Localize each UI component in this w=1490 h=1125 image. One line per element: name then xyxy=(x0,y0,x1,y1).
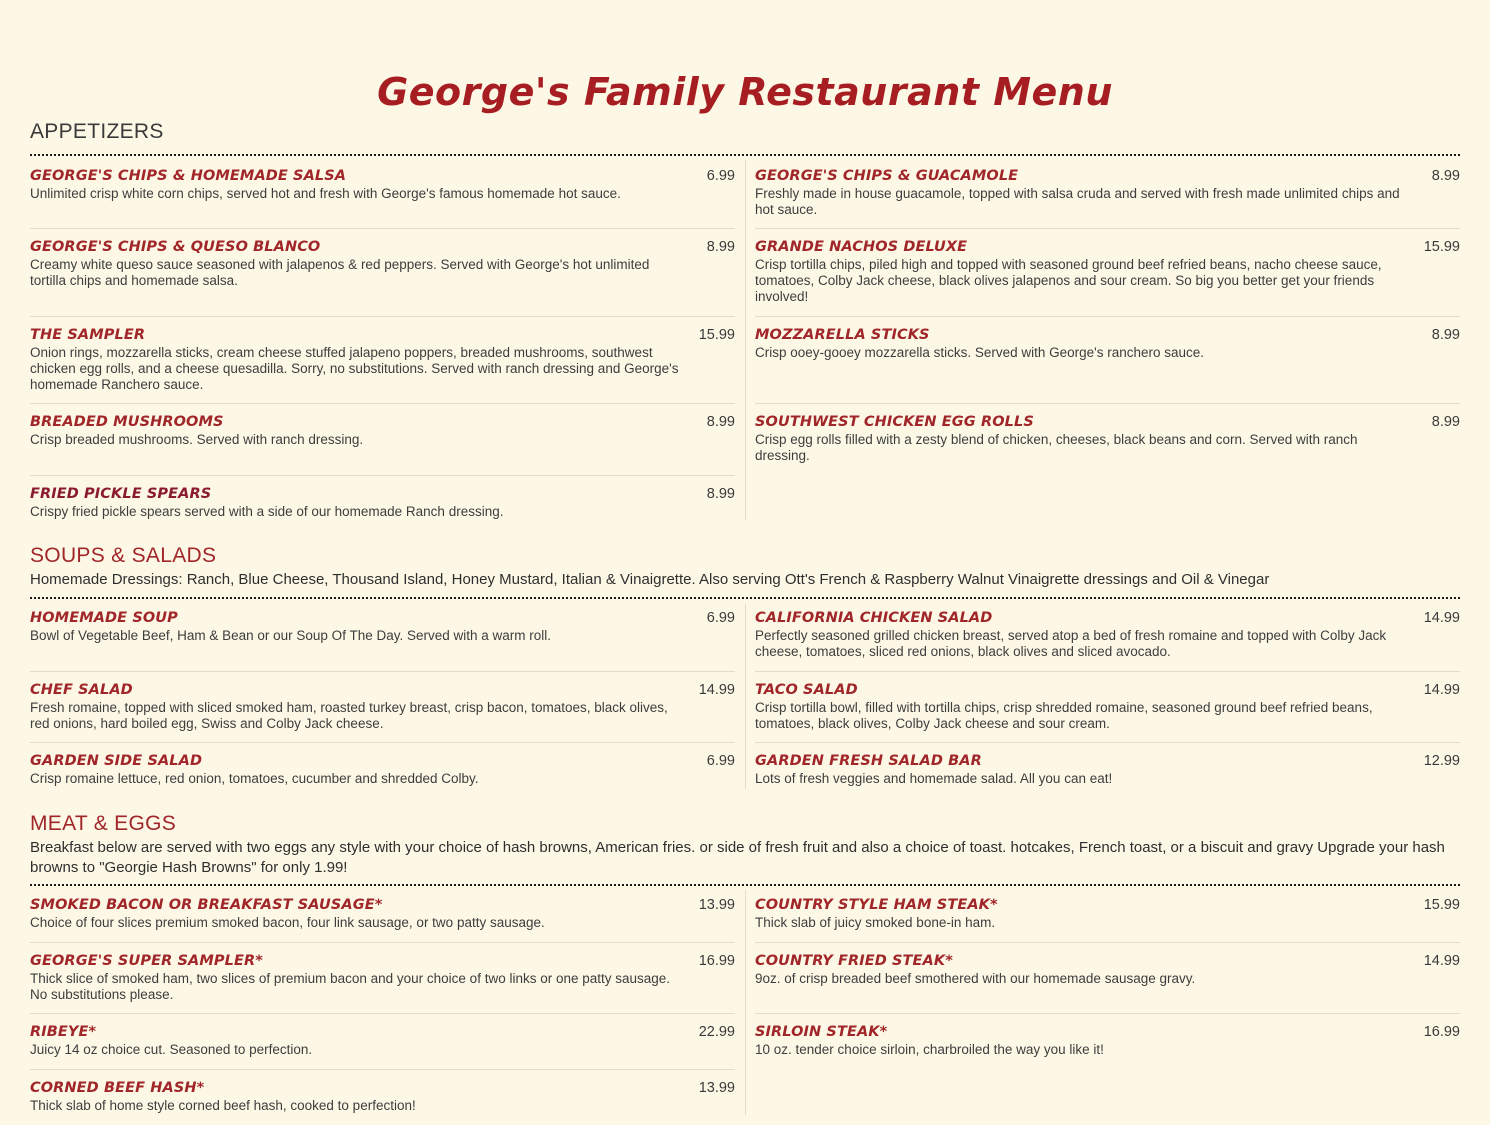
item-price: 12.99 xyxy=(1423,753,1460,769)
item-name: GARDEN FRESH SALAD BAR xyxy=(755,753,982,769)
item-description: Crispy fried pickle spears served with a side of our homemade Ranch dressing. xyxy=(30,504,504,519)
section-title-meat-eggs: MEAT & EGGS xyxy=(30,812,177,835)
item-divider xyxy=(30,228,735,229)
item-description: Choice of four slices premium smoked bacon, four link sausage, or two patty sausage. xyxy=(30,915,545,930)
item-description: Thick slab of home style corned beef hash, cooked to perfection! xyxy=(30,1098,416,1113)
item-name: CORNED BEEF HASH* xyxy=(30,1080,205,1096)
item-divider xyxy=(30,742,735,743)
section-divider xyxy=(30,154,1460,156)
item-description: Unlimited crisp white corn chips, served hot and fresh with George's famous homemade hot sauce. xyxy=(30,186,621,201)
item-name: RIBEYE* xyxy=(30,1024,97,1040)
item-price: 13.99 xyxy=(698,897,735,913)
item-description: 9oz. of crisp breaded beef smothered with our homemade sausage gravy. xyxy=(755,971,1196,986)
page-title: George's Family Restaurant Menu xyxy=(377,70,1113,114)
item-name: GEORGE'S SUPER SAMPLER* xyxy=(30,953,263,969)
item-description: Fresh romaine, topped with sliced smoked ham, roasted turkey breast, crisp bacon, tomatoes, black olives, red onions, hard boiled egg, Swiss and Colby Jack cheese. xyxy=(30,700,668,731)
item-divider xyxy=(30,403,735,404)
item-description: Perfectly seasoned grilled chicken breast, served atop a bed of fresh romaine and topped with Colby Jack cheese, tomatoes, sliced red onions, black olives and sliced avocado. xyxy=(755,628,1387,659)
section-divider xyxy=(30,597,1460,599)
item-description: Bowl of Vegetable Beef, Ham & Bean or our Soup Of The Day. Served with a warm roll. xyxy=(30,628,552,643)
item-name: GEORGE'S CHIPS & QUESO BLANCO xyxy=(30,239,321,255)
item-price: 14.99 xyxy=(1423,610,1460,626)
item-description: Creamy white queso sauce seasoned with jalapenos & red peppers. Served with George's hot unlimited tortilla chips and homemade salsa. xyxy=(30,257,650,288)
item-description: Crisp breaded mushrooms. Served with ranch dressing. xyxy=(30,432,364,447)
item-price: 8.99 xyxy=(1431,414,1460,430)
item-divider xyxy=(755,1013,1460,1014)
item-name: THE SAMPLER xyxy=(30,327,146,343)
item-price: 14.99 xyxy=(1423,953,1460,969)
item-divider xyxy=(755,316,1460,317)
item-name: TACO SALAD xyxy=(755,682,858,698)
item-price: 15.99 xyxy=(1423,239,1460,255)
column-divider xyxy=(745,890,746,1115)
item-description: Onion rings, mozzarella sticks, cream cheese stuffed jalapeno poppers, breaded mushrooms, southwest chicken egg rolls, and a cheese quesadilla. Sorry, no substitutions. Served with ranch dressing and George's homemade Ranchero sauce. xyxy=(30,345,679,392)
section-soups-salads xyxy=(30,544,1460,794)
item-description: Crisp tortilla chips, piled high and topped with seasoned ground beef refried beans, nacho cheese sauce, tomatoes, Colby Jack cheese, black olives jalapenos and sour cream. So big you better get your friends involved! xyxy=(755,257,1382,304)
item-name: GEORGE'S CHIPS & GUACAMOLE xyxy=(755,168,1019,184)
item-name: FRIED PICKLE SPEARS xyxy=(30,486,212,502)
section-title-appetizers: APPETIZERS xyxy=(30,120,164,143)
item-name: SMOKED BACON OR BREAKFAST SAUSAGE* xyxy=(30,897,383,913)
item-price: 6.99 xyxy=(706,168,735,184)
item-name: BREADED MUSHROOMS xyxy=(30,414,224,430)
column-divider xyxy=(745,160,746,520)
item-price: 8.99 xyxy=(1431,327,1460,343)
item-price: 8.99 xyxy=(1431,168,1460,184)
item-name: HOMEMADE SOUP xyxy=(30,610,178,626)
item-price: 8.99 xyxy=(706,414,735,430)
item-price: 13.99 xyxy=(698,1080,735,1096)
item-divider xyxy=(30,475,735,476)
item-divider xyxy=(755,742,1460,743)
item-price: 6.99 xyxy=(706,610,735,626)
item-description: Crisp ooey-gooey mozzarella sticks. Served with George's ranchero sauce. xyxy=(755,345,1205,360)
item-price: 14.99 xyxy=(1423,682,1460,698)
item-price: 16.99 xyxy=(698,953,735,969)
item-price: 6.99 xyxy=(706,753,735,769)
item-name: CALIFORNIA CHICKEN SALAD xyxy=(755,610,993,626)
item-divider xyxy=(755,228,1460,229)
item-name: CHEF SALAD xyxy=(30,682,133,698)
item-price: 15.99 xyxy=(1423,897,1460,913)
item-description: Crisp egg rolls filled with a zesty blend of chicken, cheeses, black beans and corn. Served with ranch dressing. xyxy=(755,432,1358,463)
item-divider xyxy=(755,671,1460,672)
item-divider xyxy=(30,942,735,943)
item-name: SIRLOIN STEAK* xyxy=(755,1024,888,1040)
item-divider xyxy=(30,1069,735,1070)
item-description: Crisp tortilla bowl, filled with tortilla chips, crisp shredded romaine, seasoned ground beef refried beans, tomatoes, black olives, Colby Jack cheese and sour cream. xyxy=(755,700,1373,731)
item-name: SOUTHWEST CHICKEN EGG ROLLS xyxy=(755,414,1034,430)
item-description: Freshly made in house guacamole, topped with salsa cruda and served with fresh made unlimited chips and hot sauce. xyxy=(755,186,1400,217)
item-description: Crisp romaine lettuce, red onion, tomatoes, cucumber and shredded Colby. xyxy=(30,771,479,786)
item-price: 14.99 xyxy=(698,682,735,698)
item-name: COUNTRY STYLE HAM STEAK* xyxy=(755,897,998,913)
item-price: 8.99 xyxy=(706,239,735,255)
item-description: 10 oz. tender choice sirloin, charbroiled the way you like it! xyxy=(755,1042,1104,1057)
column-divider xyxy=(745,604,746,789)
item-price: 15.99 xyxy=(698,327,735,343)
section-meat-eggs xyxy=(30,812,1460,1122)
item-price: 22.99 xyxy=(698,1024,735,1040)
section-note: Breakfast below are served with two eggs any style with your choice of hash browns, American fries. or side of fresh fruit and also a choice of toast. hotcakes, French toast, or a biscuit and gravy Upgrade your hash browns to "Georgie Hash Browns" for only 1.99! xyxy=(30,839,1445,876)
item-name: COUNTRY FRIED STEAK* xyxy=(755,953,953,969)
item-divider xyxy=(755,403,1460,404)
item-price: 16.99 xyxy=(1423,1024,1460,1040)
item-divider xyxy=(30,1013,735,1014)
item-name: GEORGE'S CHIPS & HOMEMADE SALSA xyxy=(30,168,347,184)
item-price: 8.99 xyxy=(706,486,735,502)
section-title-soups-salads: SOUPS & SALADS xyxy=(30,544,217,567)
item-description: Thick slab of juicy smoked bone-in ham. xyxy=(755,915,996,930)
section-note: Homemade Dressings: Ranch, Blue Cheese, Thousand Island, Honey Mustard, Italian & Vinaigrette. Also serving Ott's French & Raspberry Walnut Vinaigrette dressings and Oil & Vinegar xyxy=(30,571,1270,588)
section-appetizers xyxy=(30,120,1460,530)
item-description: Thick slice of smoked ham, two slices of premium bacon and your choice of two links or one patty sausage. No substitutions please. xyxy=(30,971,671,1002)
item-name: MOZZARELLA STICKS xyxy=(755,327,930,343)
item-name: GRANDE NACHOS DELUXE xyxy=(755,239,968,255)
item-description: Juicy 14 oz choice cut. Seasoned to perfection. xyxy=(30,1042,313,1057)
item-divider xyxy=(30,316,735,317)
section-divider xyxy=(30,884,1460,886)
item-divider xyxy=(755,942,1460,943)
item-description: Lots of fresh veggies and homemade salad. All you can eat! xyxy=(755,771,1113,786)
item-name: GARDEN SIDE SALAD xyxy=(30,753,203,769)
item-divider xyxy=(30,671,735,672)
